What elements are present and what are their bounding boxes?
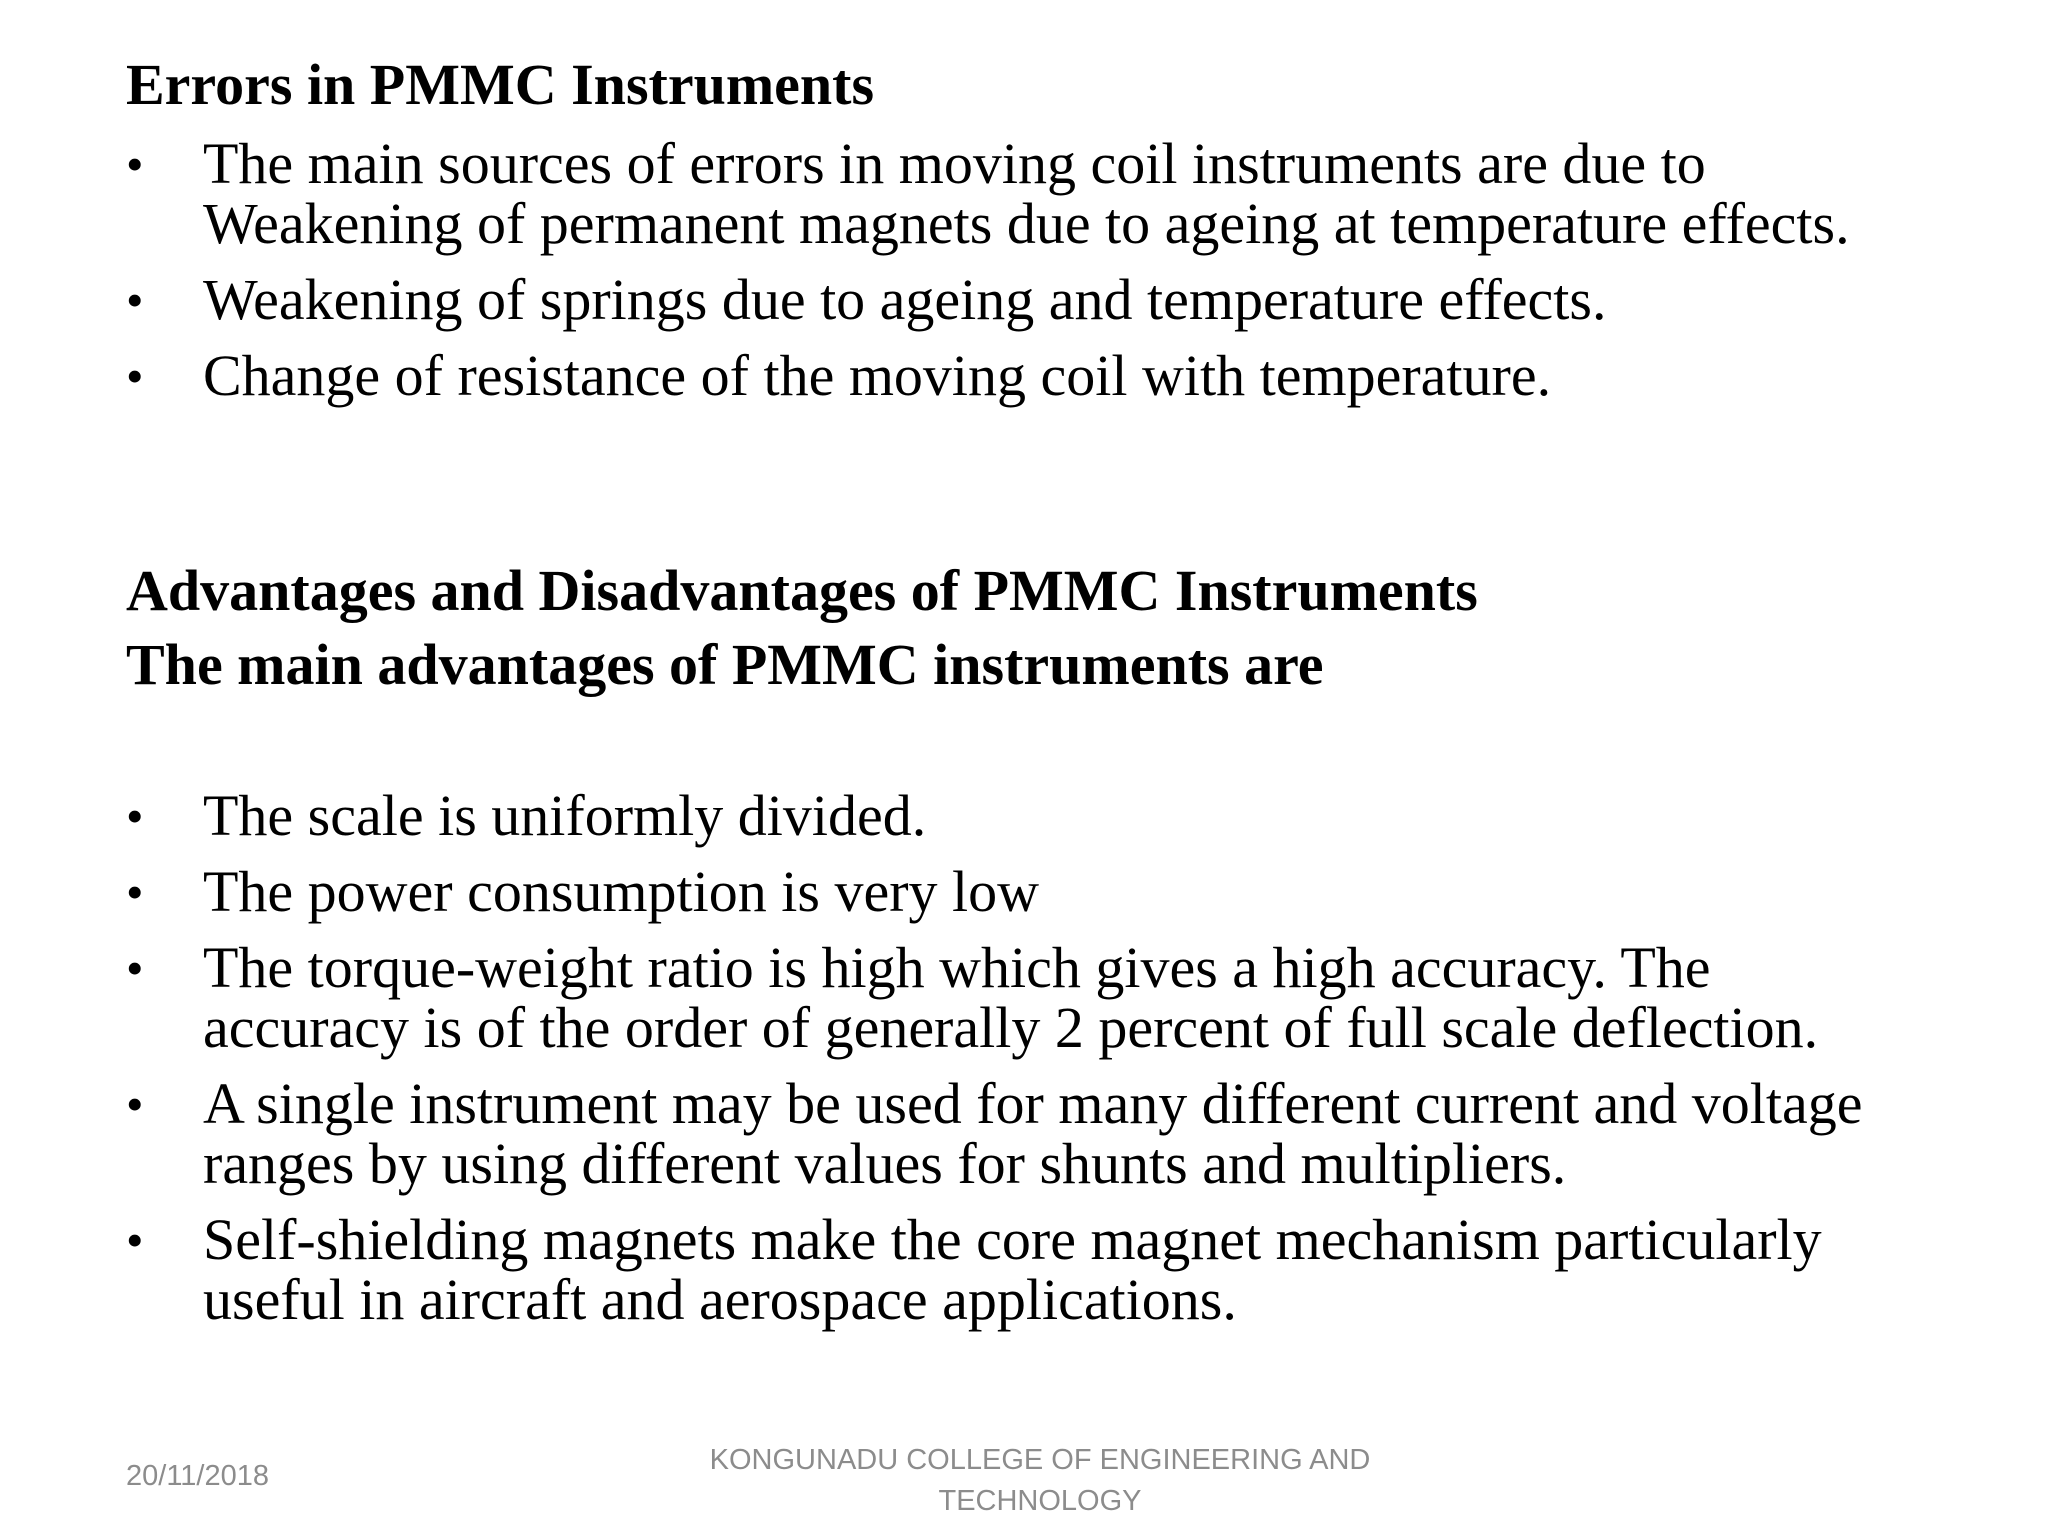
list-item	[126, 1071, 1926, 1196]
list-item-text: Self-shielding magnets make the core magnet mechanism particularly useful in aircraft and aerospace applications.	[203, 1207, 1822, 1332]
footer-institution: KONGUNADU COLLEGE OF ENGINEERING AND TECHNOLOGY	[709, 1444, 1371, 1517]
list-item	[126, 267, 1926, 332]
list-item-text: Weakening of springs due to ageing and temperature effects.	[203, 267, 1607, 332]
advantages-list	[126, 783, 1926, 1346]
list-item	[126, 343, 1926, 408]
footer-date: 20/11/2018	[126, 1460, 269, 1492]
bullet-icon: •	[126, 940, 144, 996]
list-item	[126, 131, 1926, 256]
list-item-text: A single instrument may be used for many different current and voltage ranges by using different values for shunts and multipliers.	[203, 1071, 1863, 1196]
list-item-text: Change of resistance of the moving coil with temperature.	[203, 343, 1552, 408]
list-item	[126, 783, 1926, 848]
bullet-icon: •	[126, 1076, 144, 1132]
bullet-icon: •	[126, 136, 144, 192]
errors-heading: Errors in PMMC Instruments	[126, 52, 875, 117]
list-item	[126, 859, 1926, 924]
list-item-text: The scale is uniformly divided.	[203, 783, 927, 848]
bullet-icon: •	[126, 272, 144, 328]
bullet-icon: •	[126, 788, 144, 844]
bullet-icon: •	[126, 864, 144, 920]
list-item	[126, 1207, 1926, 1332]
list-item-text: The torque-weight ratio is high which gives a high accuracy. The accuracy is of the order of generally 2 percent of full scale deflection.	[203, 935, 1819, 1060]
list-item	[126, 935, 1926, 1060]
bullet-icon: •	[126, 348, 144, 404]
advantages-heading: Advantages and Disadvantages of PMMC Instruments	[126, 558, 1478, 623]
advantages-subheading: The main advantages of PMMC instruments are	[126, 632, 1324, 697]
bullet-icon: •	[126, 1212, 144, 1268]
list-item-text: The main sources of errors in moving coil instruments are due to Weakening of permanent magnets due to ageing at temperature effects.	[203, 131, 1850, 256]
errors-list	[126, 131, 1926, 422]
list-item-text: The power consumption is very low	[203, 859, 1040, 924]
